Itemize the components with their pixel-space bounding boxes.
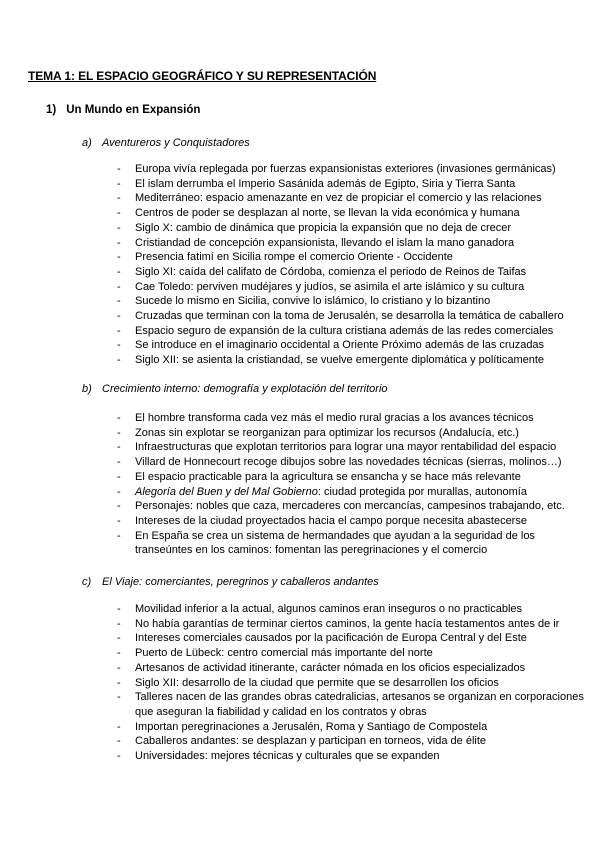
list-item-text: Sucede lo mismo en Sicilia, convive lo islámico, lo cristiano y lo bizantino [135,295,491,308]
list-item-text: Espacio seguro de expansión de la cultura cristiana además de las redes comerciales [135,324,554,337]
list-item [117,265,587,280]
list-item [117,324,587,339]
bullet-dash: - [117,647,121,660]
list-item [117,720,587,735]
list-item [117,514,587,529]
list-item [117,602,587,617]
list-item [117,411,587,426]
list-item-text: Personajes: nobles que caza, mercaderes con mercancías, campesinos trabajando, etc. [135,500,565,513]
list-item-text: Cruzadas que terminan con la toma de Jerusalén, se desarrolla la temática de caballero [135,310,564,323]
list-item [117,353,587,368]
bullet-dash: - [117,251,121,264]
subsection-title: Crecimiento interno: demografía y explotación del territorio [102,383,388,395]
bullet-dash: - [117,412,121,424]
list-item-text: Presencia fatimí en Sicilia rompe el comercio Oriente - Occidente [135,251,453,264]
list-item-text: : ciudad protegida por murallas, autonomía [317,485,527,498]
section-heading [46,104,200,116]
list-item-text: Intereses comerciales causados por la pacificación de Europa Central y del Este [135,632,527,645]
list-item-text: Centros de poder se desplazan al norte, se llevan la vida económica y humana [135,207,520,220]
section-number: 1) [46,104,57,116]
list-item-text: Villard de Honnecourt recoge dibujos sobre las novedades técnicas (sierras, molinos…) [135,456,562,469]
list-item-text: Caballeros andantes: se desplazan y participan en torneos, vida de élite [135,735,487,748]
list-item [117,250,587,265]
list-item-text: Zonas sin explotar se reorganizan para optimizar los recursos (Andalucía, etc.) [135,426,519,439]
bullet-dash: - [117,735,121,748]
bullet-dash: - [117,339,121,352]
list-item-text: Artesanos de actividad itinerante, carácter nómada en los oficios especializados [135,661,526,674]
bullet-dash: - [117,221,121,234]
list-item [117,191,587,206]
list-item-text: Cae Toledo: perviven mudéjares y judíos, se asimila el arte islámico y su cultura [135,280,525,293]
subsection-letter: c) [82,576,92,588]
bullet-dash: - [117,354,121,367]
bullet-dash: - [117,426,121,439]
list-item [117,309,587,324]
bullet-dash: - [117,177,121,190]
bullet-dash: - [117,207,121,220]
list-item-text: Mediterráneo: espacio amenazante en vez de propiciar el comercio y las relaciones [135,192,542,205]
subsection-letter: a) [82,137,92,149]
bullet-dash: - [117,441,121,454]
list-item-text: Siglo XI: caída del califato de Córdoba, comienza el periodo de Reinos de Taifas [135,265,527,278]
list-item-text: El islam derrumba el Imperio Sasánida además de Egipto, Siria y Tierra Santa [135,177,516,190]
list-item [117,455,587,470]
list-item [117,294,587,309]
list-item [117,280,587,295]
bullet-dash: - [117,456,121,469]
bullet-dash: - [117,295,121,308]
list-item-italic-text: Alegoría del Buen y del Mal Gobierno [135,485,318,498]
list-item [117,470,587,485]
list-item [117,690,587,719]
subsection-letter: b) [82,383,92,395]
section-label: Un Mundo en Expansión [66,104,201,116]
list-item-text: Puerto de Lübeck: centro comercial más importante del norte [135,647,433,660]
subsection-heading-b [82,383,388,395]
subsection-heading-c [82,576,379,588]
page-title: TEMA 1: EL ESPACIO GEOGRÁFICO Y SU REPRESENTACIÓN [28,69,377,83]
bullet-dash: - [117,310,121,323]
list-item [117,162,587,177]
list-item [117,338,587,353]
bullet-dash: - [117,500,121,513]
list-item-text: Siglo XII: desarrollo de la ciudad que permite que se desarrollen los oficios [135,676,499,689]
list-item-text: El espacio practicable para la agricultura se ensancha y se hace más relevante [135,470,521,483]
bullet-dash: - [117,470,121,483]
list-item-text: Talleres nacen de las grandes obras catedralicias, artesanos se organizan en corporaciones que aseguran la fiabilidad y calidad en los contratos y obras [135,691,584,718]
bullet-dash: - [117,280,121,293]
list-item-text: Europa vivía replegada por fuerzas expansionistas exteriores (invasiones germánicas) [135,163,556,175]
list-item [117,426,587,441]
list-item [117,440,587,455]
list-item [117,661,587,676]
list-item-text: Infraestructuras que explotan territorios para lograr una mayor rentabilidad del espacio [135,441,557,454]
bullet-dash: - [117,529,121,542]
list-item [117,617,587,632]
subsection-title: El Viaje: comerciantes, peregrinos y caballeros andantes [102,576,379,588]
list-item-text: Se introduce en el imaginario occidental a Oriente Próximo además de las cruzadas [135,339,545,352]
list-item [117,734,587,749]
list-item-text: En España se crea un sistema de hermandades que ayudan a la seguridad de los transeúntes en los caminos: fomentan las peregrinaciones y el comercio [135,529,535,557]
list-item [117,177,587,192]
bullet-dash: - [117,265,121,278]
bullet-dash: - [117,750,121,763]
list-item [117,646,587,661]
subsection-heading-a [82,137,250,149]
list-item-text: El hombre transforma cada vez más el medio rural gracias a los avances técnicos [135,412,534,424]
list-item [117,749,587,764]
bullet-list-a [117,162,587,368]
bullet-dash: - [117,324,121,337]
bullet-dash: - [117,236,121,249]
list-item [117,499,587,514]
list-item-text: Cristiandad de concepción expansionista, llevando el islam la mano ganadora [135,236,515,249]
bullet-dash: - [117,720,121,733]
subsection-title: Aventureros y Conquistadores [102,137,250,149]
bullet-dash: - [117,163,121,175]
list-item [117,206,587,221]
list-item-text: Siglo X: cambio de dinámica que propicia la expansión que no deja de crecer [135,221,512,234]
list-item-text: Universidades: mejores técnicas y culturales que se expanden [135,750,440,763]
bullet-dash: - [117,617,121,630]
list-item [117,236,587,251]
bullet-dash: - [117,192,121,205]
list-item [117,529,587,558]
bullet-dash: - [117,485,121,498]
list-item-text: No había garantías de terminar ciertos caminos, la gente hacía testamentos antes de ir [135,617,560,630]
bullet-dash: - [117,661,121,674]
list-item-text: Importan peregrinaciones a Jerusalén, Roma y Santiago de Compostela [135,720,488,733]
bullet-dash: - [117,632,121,645]
list-item [117,676,587,691]
list-item [117,485,587,500]
list-item [117,221,587,236]
bullet-dash: - [117,603,121,615]
bullet-dash: - [117,676,121,689]
list-item-text: Movilidad inferior a la actual, algunos caminos eran inseguros o no practicables [135,603,523,615]
bullet-dash: - [117,691,121,704]
list-item-text: Siglo XII: se asienta la cristiandad, se vuelve emergente diplomática y políticamente [135,354,545,367]
list-item-text: Intereses de la ciudad proyectados hacia el campo porque necesita abastecerse [135,514,527,527]
bullet-list-b [117,411,587,558]
bullet-dash: - [117,514,121,527]
list-item [117,631,587,646]
bullet-list-c [117,602,587,764]
